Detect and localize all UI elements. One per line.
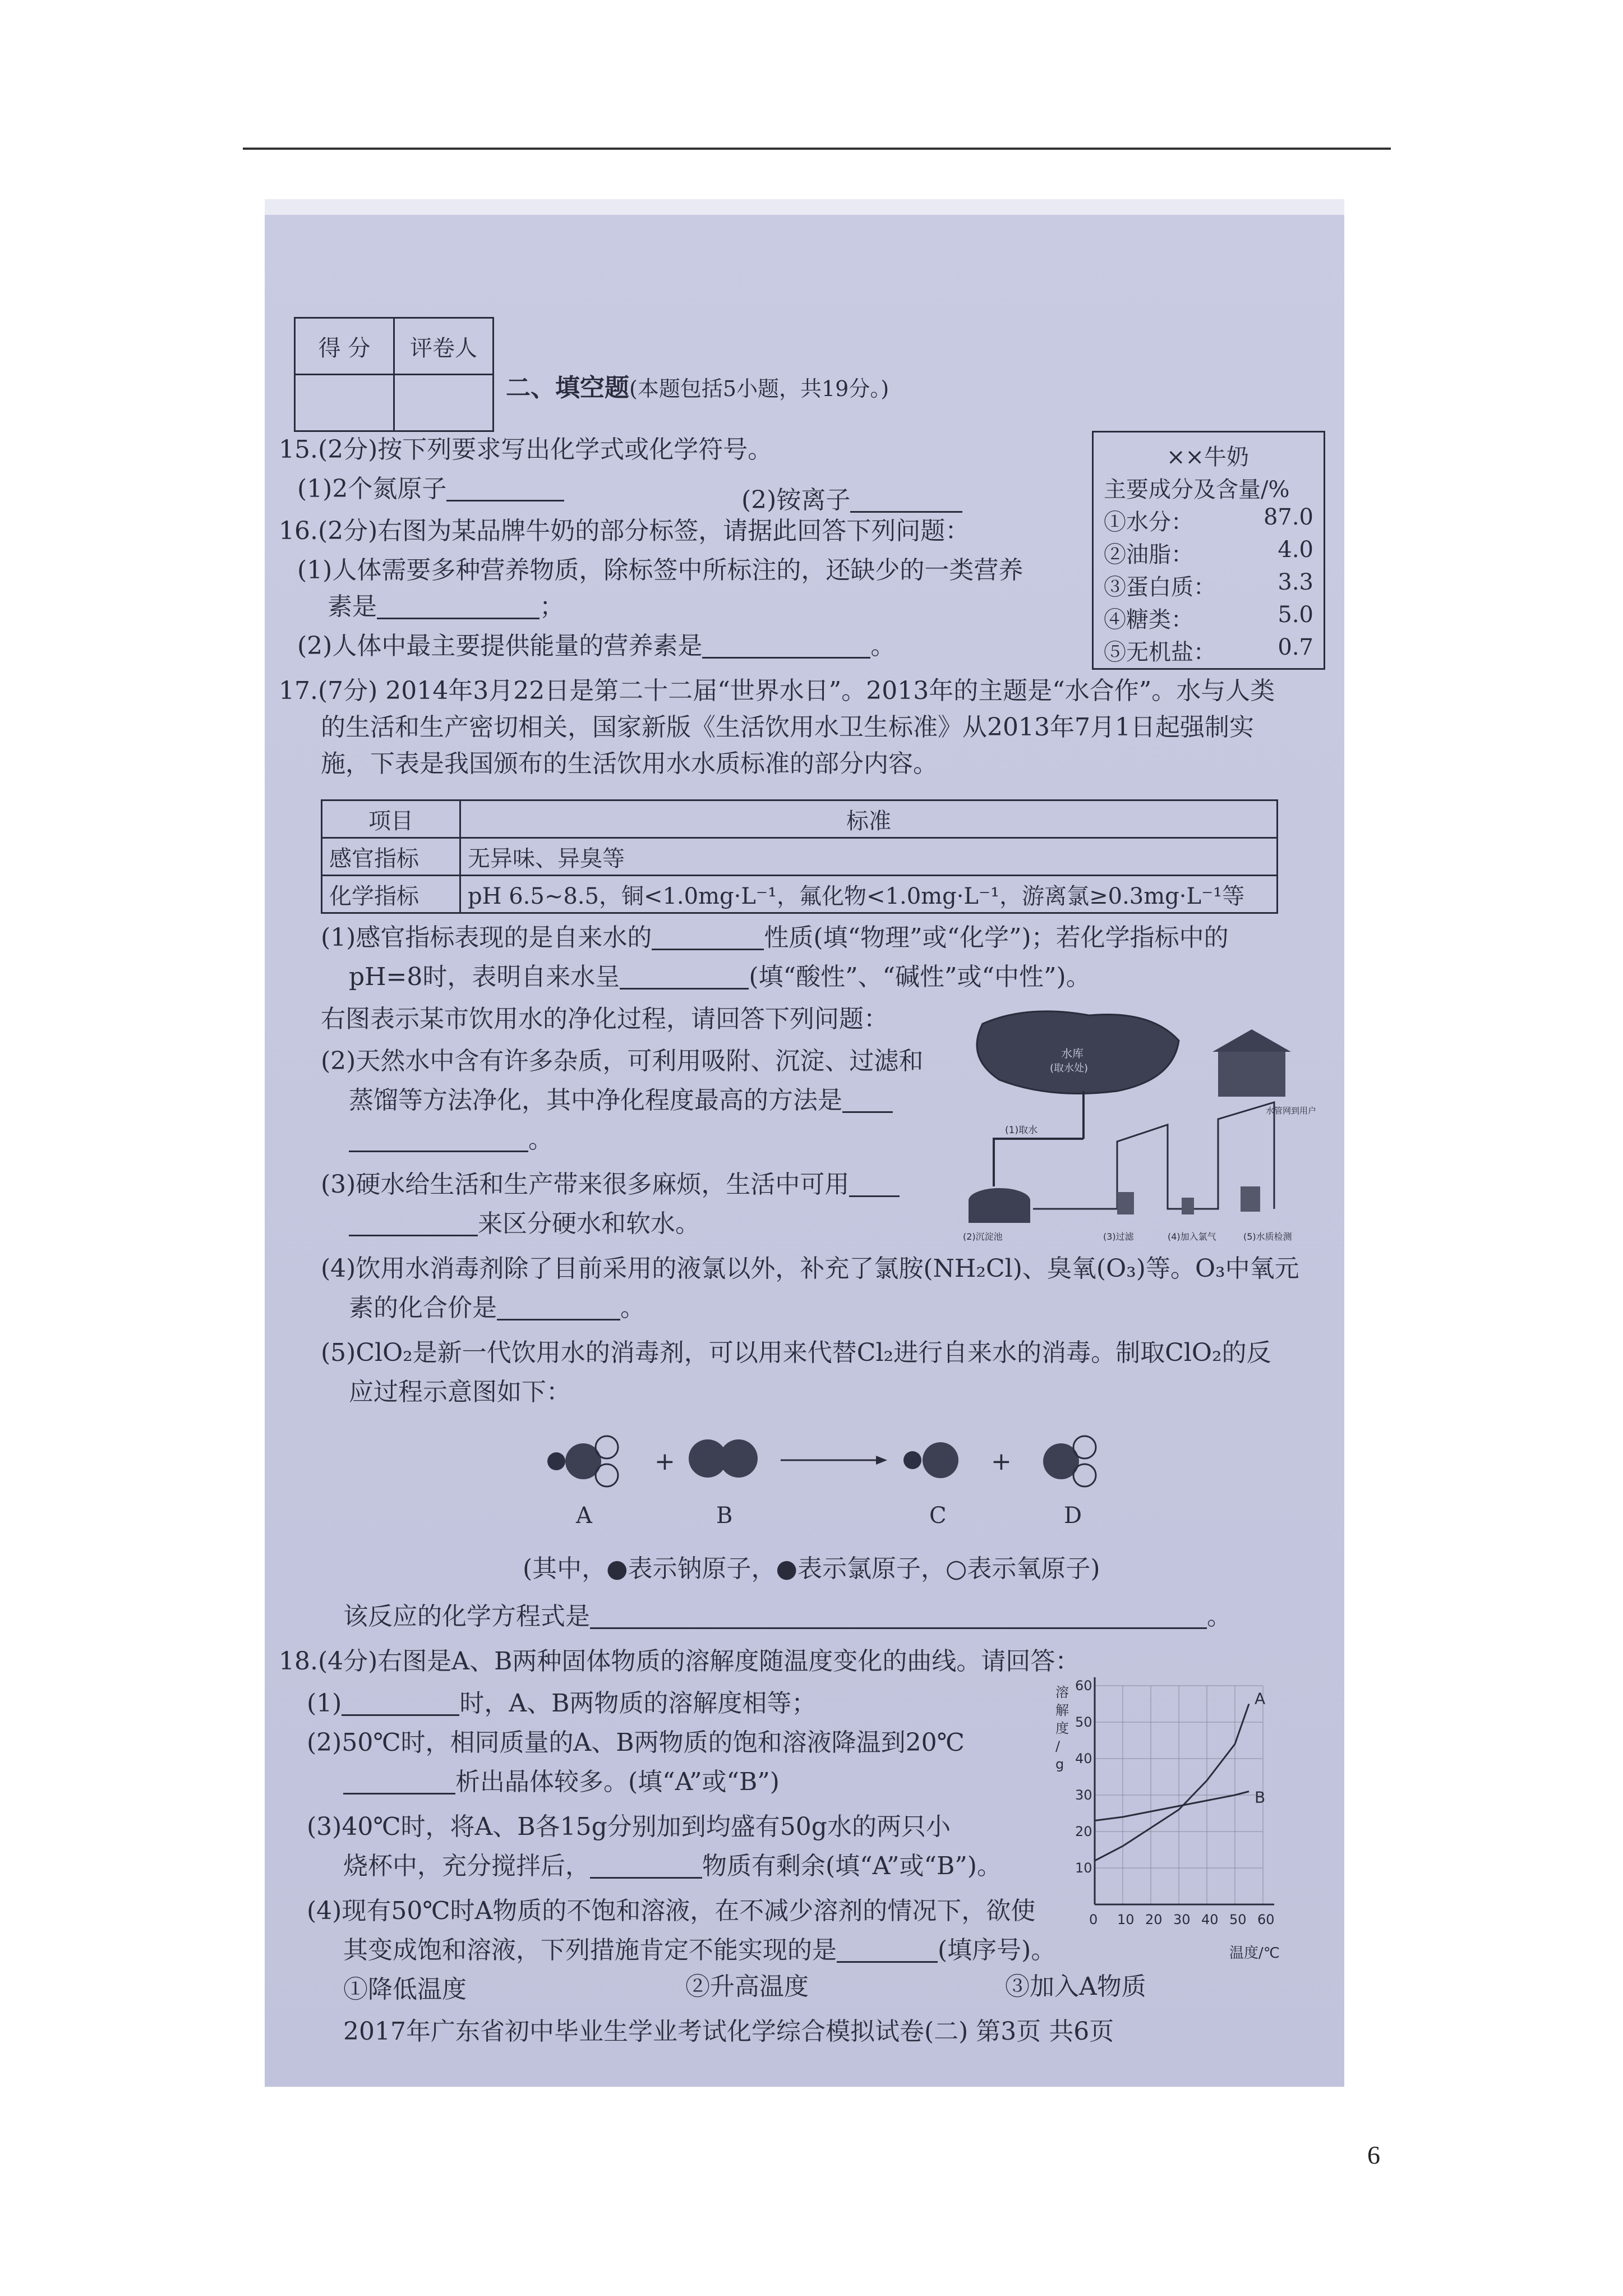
oxygen-atom	[596, 1436, 618, 1458]
page-footer: 2017年广东省初中毕业生学业考试化学综合模拟试卷(二) 第3页 共6页	[343, 2017, 1114, 2046]
q17-part3b: 来区分硬水和软水。	[349, 1212, 700, 1236]
answer-blank[interactable]	[497, 1300, 620, 1320]
y-tick-label: 10	[1075, 1860, 1092, 1876]
user-building-roof	[1212, 1029, 1291, 1052]
grader-cell-label: 评卷人	[394, 318, 494, 375]
grader-cell-blank	[394, 375, 494, 431]
series-label: B	[1255, 1788, 1266, 1807]
water-purification-diagram	[960, 1007, 1319, 1259]
q18-part1: (1) 时，A、B两物质的溶解度相等；	[307, 1689, 817, 1718]
step-label: (2)沉淀池	[963, 1231, 1003, 1242]
header-rule	[243, 148, 1391, 150]
solubility-chart	[1044, 1652, 1302, 1966]
x-tick-label: 20	[1145, 1912, 1163, 1927]
molecule-d	[1043, 1436, 1096, 1487]
q17-part4b: 素的化合价是 。	[349, 1294, 645, 1322]
reaction-molecules	[545, 1411, 1344, 1545]
step-label: (4)加入氯气	[1168, 1231, 1216, 1242]
q17-part2b: 蒸馏等方法净化，其中净化程度最高的方法是	[349, 1088, 893, 1113]
answer-blank[interactable]	[349, 1216, 478, 1236]
answer-blank[interactable]	[702, 638, 870, 659]
chlorine-unit	[1182, 1198, 1194, 1214]
table-cell: 化学指标	[322, 876, 460, 913]
plus-sign: +	[991, 1447, 1012, 1476]
q17-stem-line2: 的生活和生产密切相关，国家新版《生活饮用水卫生标准》从2013年7月1日起强制实	[321, 713, 1254, 742]
table-cell: 无异味、异臭等	[460, 838, 1278, 876]
y-tick-label: 30	[1075, 1787, 1092, 1803]
answer-blank[interactable]	[377, 599, 540, 619]
q16-part1a: (1)人体需要多种营养物质，除标签中所标注的，还缺少的一类营养	[297, 556, 1023, 585]
molecule-label: D	[1064, 1503, 1082, 1529]
filter-unit	[1117, 1192, 1134, 1214]
reservoir-sublabel: (取水处)	[1050, 1062, 1089, 1074]
q17-stem-line3: 施，下表是我国颁布的生活饮用水水质标准的部分内容。	[321, 749, 938, 778]
oxygen-atom	[1073, 1436, 1096, 1458]
x-tick-label: 0	[1089, 1912, 1098, 1927]
table-header-standard: 标准	[460, 800, 1278, 838]
q16-part2: (2)人体中最主要提供能量的营养素是 。	[297, 632, 896, 660]
molecule-a	[547, 1436, 618, 1487]
q17-part1b: pH=8时，表明自来水呈 (填“酸性”、“碱性”或“中性”)。	[349, 963, 1091, 991]
q17-intro: 右图表示某市饮用水的净化过程，请回答下列问题：	[321, 1005, 888, 1033]
solubility-chart-svg	[1044, 1652, 1302, 1966]
series-line-b	[1095, 1792, 1249, 1821]
x-tick-label: 30	[1173, 1912, 1191, 1927]
q17-part1a: (1)感官指标表现的是自来水的 性质(填“物理”或“化学”)；若化学指标中的	[321, 923, 1229, 952]
score-table	[294, 317, 494, 432]
x-tick-label: 10	[1117, 1912, 1135, 1927]
x-tick-label: 50	[1229, 1912, 1247, 1927]
q18-part2b: 析出晶体较多。(填“A”或“B”)	[343, 1770, 780, 1795]
purification-illustration	[960, 1007, 1319, 1259]
answer-blank[interactable]	[652, 930, 764, 950]
oxygen-atom	[1073, 1464, 1096, 1487]
reaction-legend: (其中，●表示钠原子，●表示氯原子，○表示氧原子)	[523, 1554, 1100, 1583]
water-standard-table	[321, 799, 1278, 914]
step-label: (3)过滤	[1103, 1231, 1134, 1242]
score-cell-blank	[295, 375, 394, 431]
series-line-a	[1095, 1704, 1249, 1861]
milk-label-title: ××牛奶	[1166, 444, 1249, 470]
y-tick-label: 20	[1075, 1824, 1092, 1839]
table-header-item: 项目	[322, 800, 460, 838]
step-label: (1)取水	[1005, 1125, 1038, 1136]
oxygen-atom	[596, 1464, 618, 1487]
milk-item-name: ②油脂：	[1104, 542, 1193, 568]
q17-part5a: (5)ClO₂是新一代饮用水的消毒剂，可以用来代替Cl₂进行自来水的消毒。制取ClO₂的反	[321, 1338, 1271, 1367]
q16-part1b: 素是 ；	[328, 592, 564, 621]
q18-part4a: (4)现有50℃时A物质的不饱和溶液，在不减少溶剂的情况下，欲使	[307, 1897, 1036, 1925]
sodium-atom	[903, 1451, 921, 1469]
q17-part4a: (4)饮用水消毒剂除了目前采用的液氯以外，补充了氯胺(NH₂Cl)、臭氧(O₃)等。O₃中氧元	[321, 1254, 1299, 1283]
chlorine-atom	[923, 1442, 958, 1478]
milk-item-value: 5.0	[1278, 602, 1313, 628]
milk-label-subtitle: 主要成分及含量/%	[1104, 477, 1290, 503]
milk-item-value: 0.7	[1278, 634, 1313, 660]
q17-equation: 该反应的化学方程式是 。	[343, 1602, 1232, 1631]
chlorine-atom	[720, 1439, 758, 1478]
q17-part2c: 。	[349, 1128, 553, 1152]
pipe	[994, 1139, 1083, 1186]
q18-part2a: (2)50℃时，相同质量的A、B两物质的饱和溶液降温到20℃	[307, 1728, 965, 1757]
q18-option-2: ②升高温度	[685, 1972, 809, 2001]
q15-part2: (2)铵离子	[741, 488, 962, 513]
molecule-label: B	[716, 1503, 733, 1529]
table-cell: 感官指标	[322, 838, 460, 876]
answer-blank[interactable]	[343, 1774, 455, 1795]
answer-blank[interactable]	[349, 1131, 528, 1152]
table-cell: pH 6.5~8.5，铜<1.0mg·L⁻¹，氟化物<1.0mg·L⁻¹，游离氯≥0.3mg·L⁻¹等	[460, 876, 1278, 913]
answer-blank[interactable]	[590, 1608, 1207, 1629]
answer-blank[interactable]	[446, 481, 564, 501]
milk-item-name: ①水分：	[1104, 509, 1193, 535]
molecule-b	[689, 1439, 758, 1478]
q18-part3a: (3)40℃时，将A、B各15g分别加到均盛有50g水的两只小	[307, 1812, 951, 1841]
answer-blank[interactable]	[620, 969, 749, 990]
user-building	[1218, 1052, 1285, 1097]
milk-item-value: 4.0	[1278, 537, 1313, 563]
step-label: (5)水质检测	[1243, 1231, 1292, 1242]
answer-blank[interactable]	[590, 1858, 702, 1879]
q18-option-3: ③加入A物质	[1005, 1972, 1146, 2001]
milk-label-box	[1092, 431, 1325, 670]
reservoir-label: 水库	[1061, 1047, 1083, 1060]
milk-item-name: ④糖类：	[1104, 607, 1193, 633]
q15-stem: 15.(2分)按下列要求写出化学式或化学符号。	[279, 435, 773, 464]
scanned-exam-page	[265, 199, 1344, 2087]
photo-top-edge	[265, 199, 1344, 215]
x-tick-label: 40	[1201, 1912, 1219, 1927]
chart-x-label: 温度/℃	[1229, 1945, 1280, 1962]
user-label: 水管网到用户	[1266, 1106, 1317, 1116]
q18-part4b: 其变成饱和溶液，下列措施肯定不能实现的是 (填序号)。	[343, 1936, 1056, 1964]
molecule-label: A	[576, 1503, 592, 1529]
q17-part2a: (2)天然水中含有许多杂质，可利用吸附、沉淀、过滤和	[321, 1047, 924, 1075]
q17-part3a: (3)硬水给生活和生产带来很多麻烦，生活中可用	[321, 1172, 900, 1197]
q18-stem: 18.(4分)右图是A、B两种固体物质的溶解度随温度变化的曲线。请回答：	[279, 1647, 1080, 1676]
q17-stem-line1: 17.(7分) 2014年3月22日是第二十二届“世界水日”。2013年的主题是“水合作”。水与人类	[279, 677, 1275, 705]
answer-blank[interactable]	[342, 1695, 459, 1716]
answer-blank[interactable]	[849, 1176, 900, 1197]
answer-blank[interactable]	[842, 1092, 893, 1113]
answer-blank[interactable]	[837, 1942, 938, 1963]
pipe-network	[1033, 1102, 1274, 1209]
molecule-label: C	[929, 1503, 947, 1529]
molecule-c	[903, 1442, 958, 1478]
milk-item-name: ③蛋白质：	[1104, 574, 1216, 600]
score-cell-label: 得 分	[295, 318, 394, 375]
answer-blank[interactable]	[850, 492, 962, 513]
y-tick-label: 50	[1075, 1714, 1092, 1730]
milk-item-name: ⑤无机盐：	[1104, 639, 1216, 665]
y-tick-label: 60	[1075, 1678, 1092, 1694]
milk-item-value: 87.0	[1263, 504, 1313, 530]
chart-y-label: 溶解度/ g	[1055, 1685, 1069, 1772]
q17-part5b: 应过程示意图如下：	[349, 1378, 571, 1406]
testing-unit	[1241, 1186, 1260, 1212]
section-title: 二、填空题(本题包括5小题，共19分。)	[506, 374, 889, 402]
sedimentation-tank-body	[969, 1200, 1030, 1223]
reaction-diagram	[545, 1411, 1344, 1545]
sodium-atom	[547, 1452, 565, 1470]
series-label: A	[1255, 1689, 1266, 1708]
milk-item-value: 3.3	[1278, 569, 1313, 595]
q18-option-1: ①降低温度	[343, 1975, 467, 2004]
x-tick-label: 60	[1257, 1912, 1275, 1927]
q18-part3b: 烧杯中，充分搅拌后， 物质有剩余(填“A”或“B”)。	[343, 1852, 1002, 1880]
y-tick-label: 40	[1075, 1751, 1092, 1766]
reaction-arrowhead	[876, 1456, 887, 1465]
q16-stem: 16.(2分)右图为某品牌牛奶的部分标签，请据此回答下列问题：	[279, 517, 970, 545]
q15-part1: (1)2个氮原子	[297, 477, 564, 501]
plus-sign: +	[654, 1447, 675, 1476]
page-number: 6	[1367, 2141, 1380, 2169]
